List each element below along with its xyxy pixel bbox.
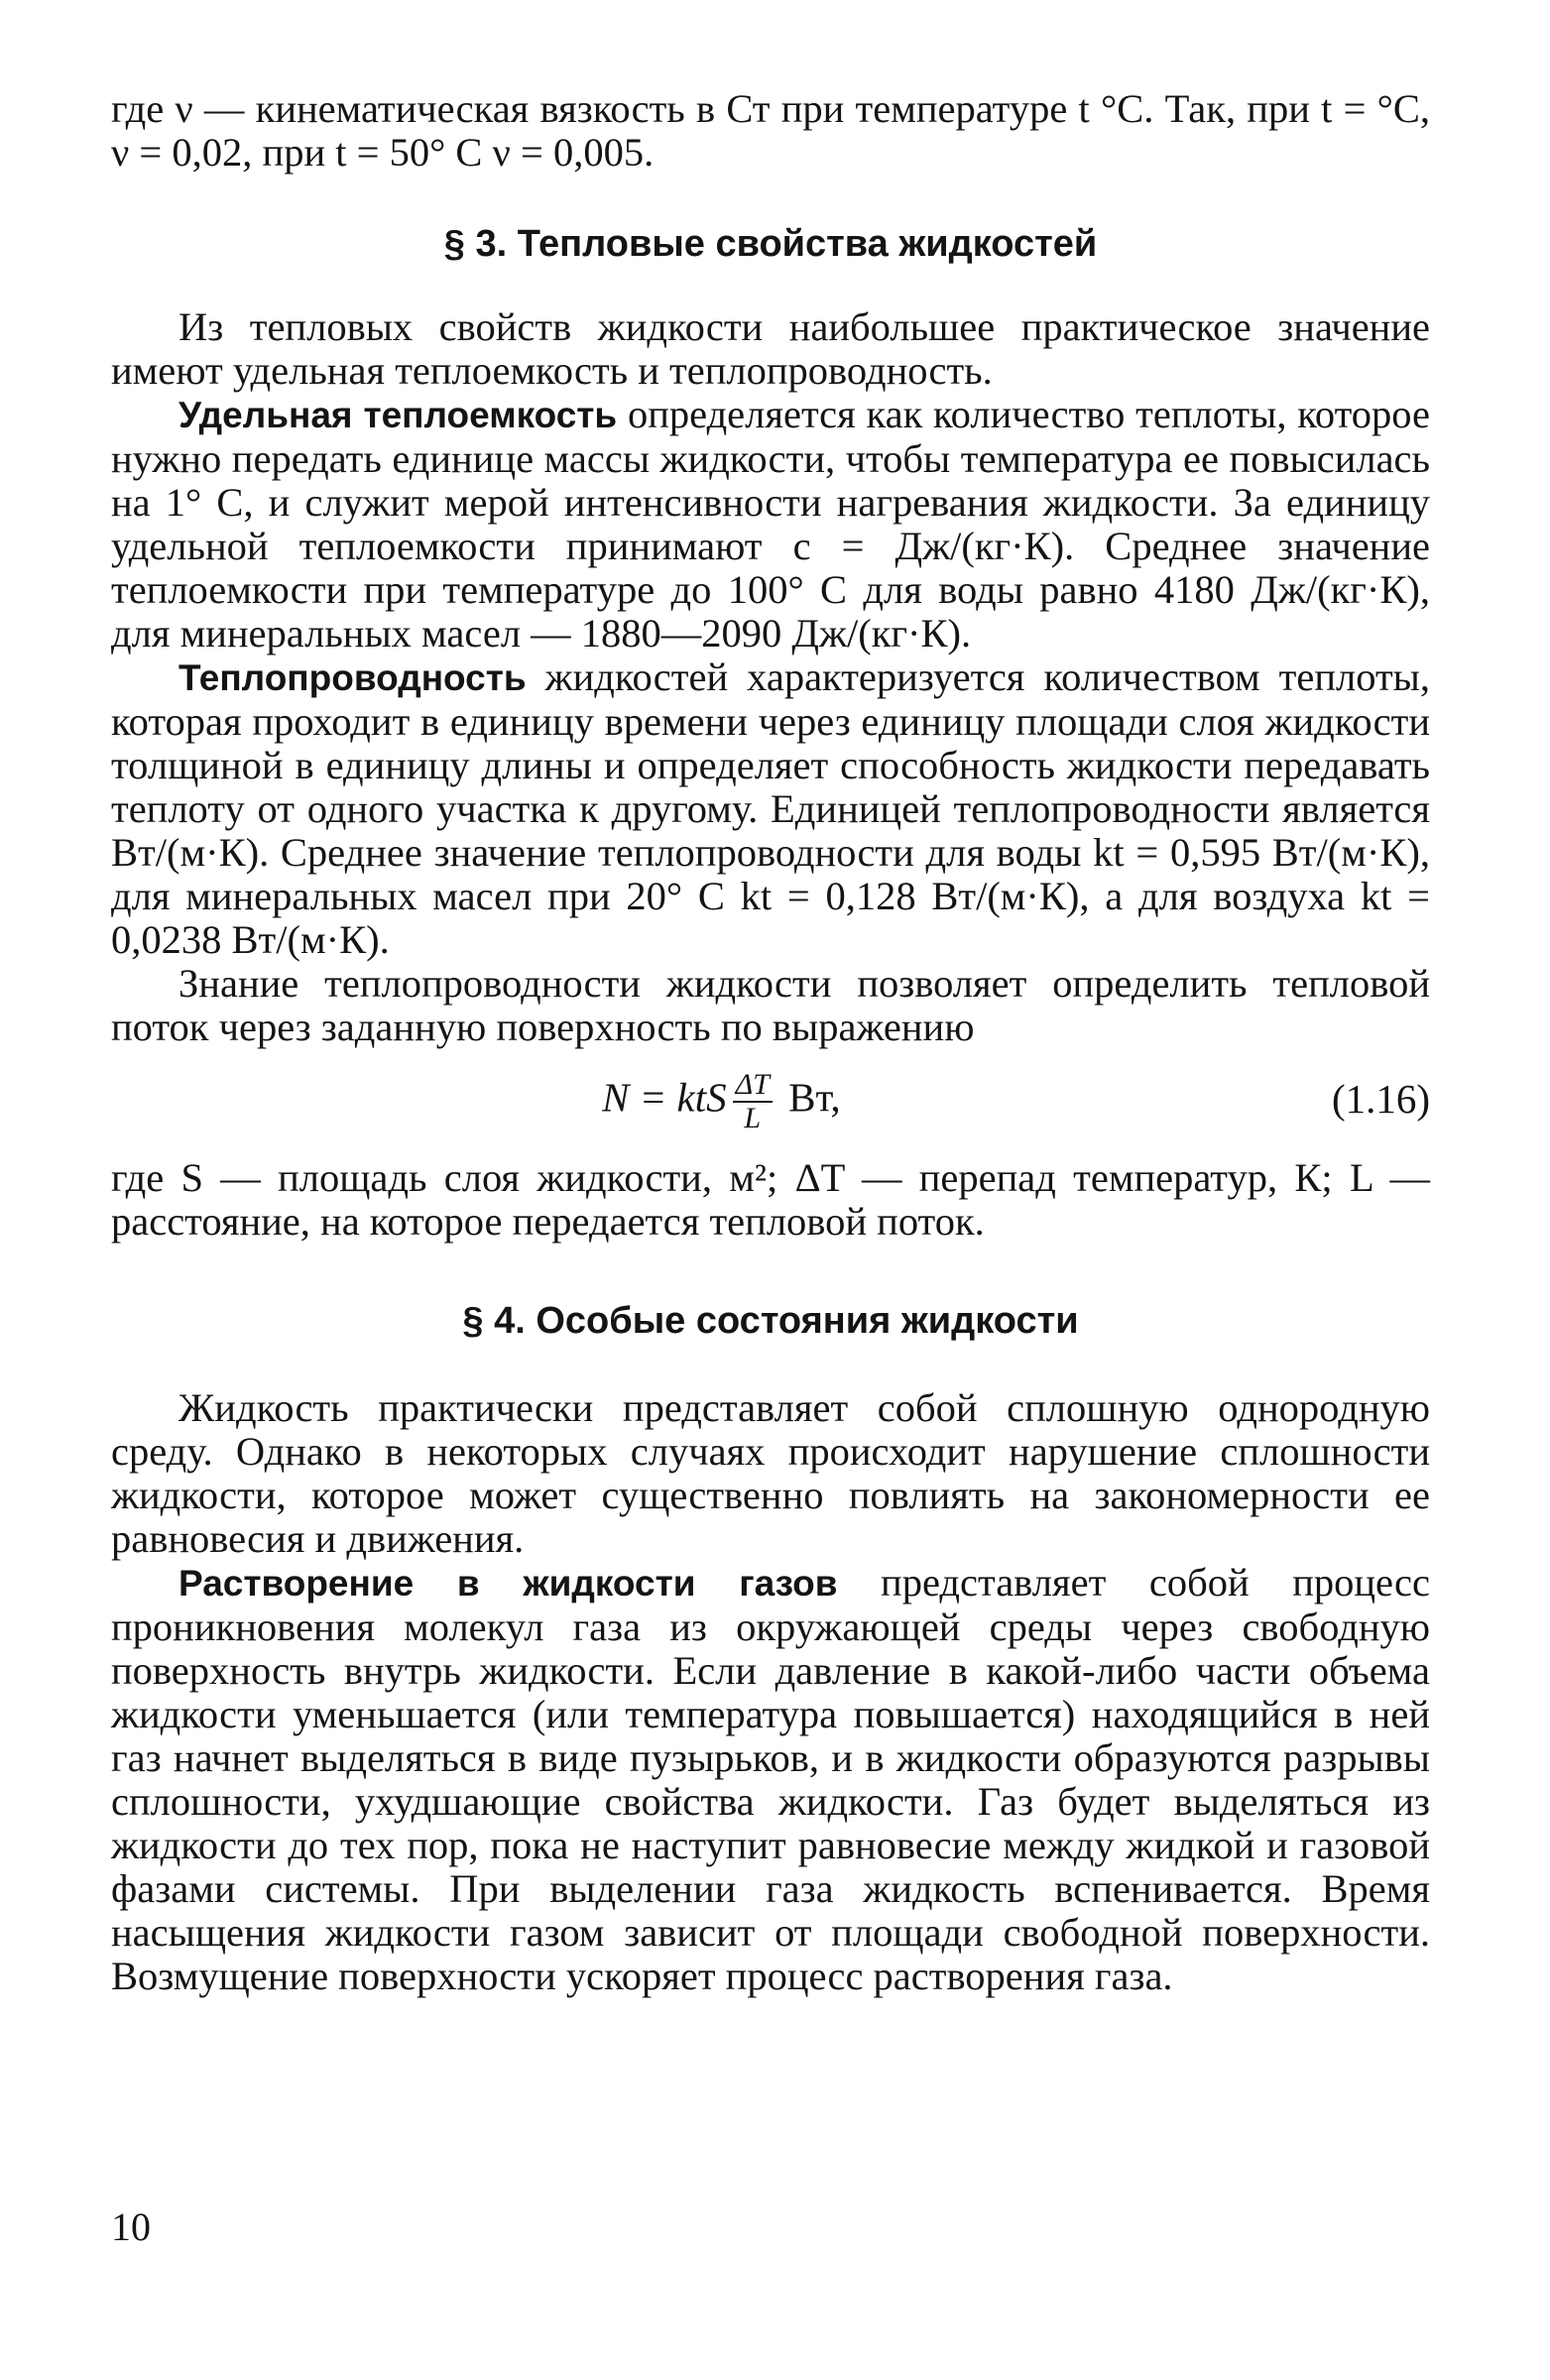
conductivity-text: жидкостей характеризуется количеством теплоты, которая проходит в единицу времени через единицу площади слоя жидкости толщиной в единицу длины и определяет способность жидкости передавать теплоту от одного участка к другому. Единицей теплопроводности является Вт/(м·К). Среднее значение теплопроводности для воды kt = 0,595 Вт/(м·К), для минеральных масел при 20° С kt = 0,128 Вт/(м·К), а для воздуха kt = 0,0238 Вт/(м·К).	[111, 654, 1430, 962]
formula-1-16	[111, 1055, 1430, 1150]
heat-flow-paragraph: Знание теплопроводности жидкости позволяет определить тепловой поток через заданную поверхность по выражению	[111, 961, 1430, 1049]
formula-fraction	[733, 1069, 773, 1134]
section-3-heading: § 3. Тепловые свойства жидкостей	[443, 223, 1098, 265]
heat-flow-formula	[602, 1069, 841, 1134]
special-states-intro: Жидкость практически представляет собой сплошную однородную среду. Однако в некоторых случаях происходит нарушение сплошности жидкости, которое может существенно повлиять на закономерности ее равновесия и движения.	[111, 1385, 1430, 1561]
formula-numerator: ΔT	[733, 1069, 773, 1103]
thermal-properties-intro: Из тепловых свойств жидкости наибольшее практическое значение имеют удельная теплоемкость и теплопроводность.	[111, 304, 1430, 393]
heat-capacity-paragraph	[111, 393, 1430, 655]
gas-dissolution-text: представляет собой процесс проникновения молекул газа из окружающей среды через свободную поверхность внутрь жидкости. Если давление в какой-либо части объема жидкости уменьшается (или температура повышается) находящийся в ней газ начнет выделяться в виде пузырьков, и в жидкости образуются разрывы сплошности, ухудшающие свойства жидкости. Газ будет выделяться из жидкости до тех пор, пока не наступит равновесие между жидкой и газовой фазами системы. При выделении газа жидкость вспенивается. Время насыщения жидкости газом зависит от площади свободной поверхности. Возмущение поверхности ускоряет процесс растворения газа.	[111, 1560, 1430, 1998]
page-body	[111, 87, 1430, 1998]
conductivity-paragraph	[111, 655, 1430, 962]
equation-number: (1.16)	[1331, 1076, 1430, 1122]
formula-unit: Вт,	[777, 1074, 841, 1121]
heat-capacity-text: определяется как количество теплоты, которое нужно передать единице массы жидкости, чтобы температура ее повысилась на 1° С, и служит мерой интенсивности нагревания жидкости. За единицу удельной теплоемкости принимают с = Дж/(кг·К). Среднее значение теплоемкости при температуре до 100° С для воды равно 4180 Дж/(кг·К), для минеральных масел — 1880—2090 Дж/(кг·К).	[111, 392, 1430, 655]
section-4-heading: § 4. Особые состояния жидкости	[462, 1300, 1079, 1342]
gas-dissolution-term: Растворение в жидкости газов	[179, 1563, 838, 1604]
conductivity-term: Теплопроводность	[179, 657, 527, 698]
formula-factor: ktS	[676, 1074, 727, 1121]
formula-denominator: L	[744, 1102, 762, 1134]
formula-legend: где S — площадь слоя жидкости, м²; ΔT — перепад температур, К; L — расстояние, на которое передается тепловой поток.	[111, 1155, 1430, 1244]
gas-dissolution-paragraph	[111, 1561, 1430, 1998]
formula-lhs: N =	[602, 1074, 677, 1121]
viscosity-paragraph: где ν — кинематическая вязкость в Ст при температуре t °С. Так, при t = °С, ν = 0,02, при t = 50° С ν = 0,005.	[111, 86, 1430, 175]
heat-capacity-term: Удельная теплоемкость	[179, 395, 618, 435]
page-number: 10	[111, 2204, 151, 2249]
